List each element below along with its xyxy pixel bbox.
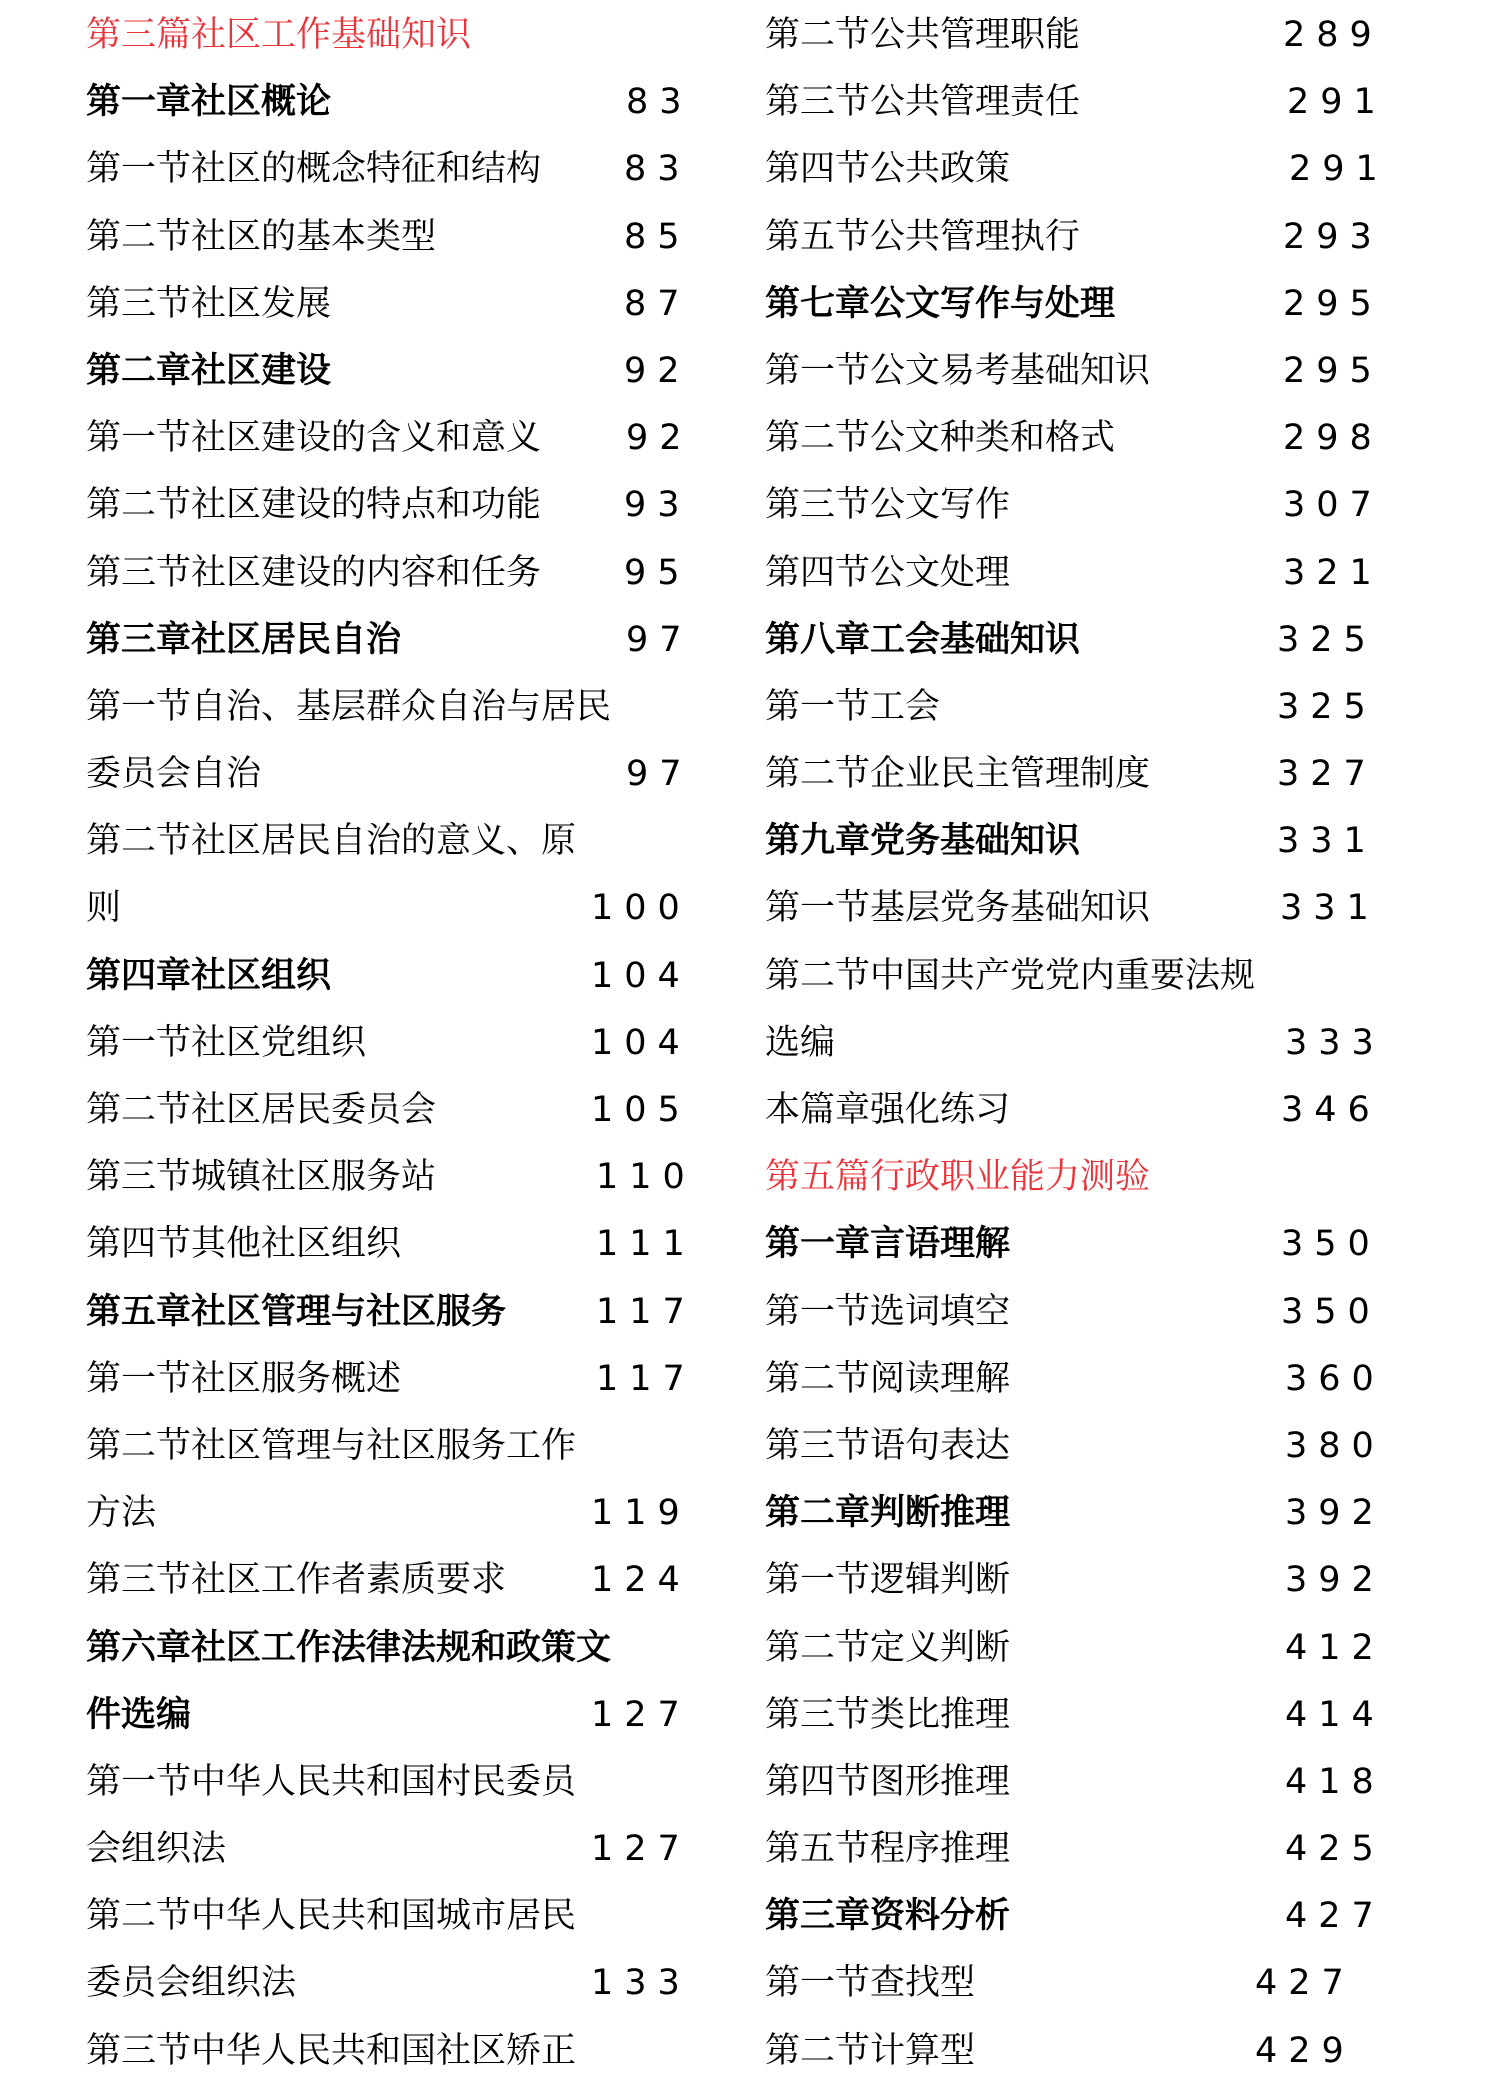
page-number: 100: [591, 888, 691, 929]
toc-entry: [86, 1077, 696, 1144]
section-title: 第一节社区建设的含义和意义: [86, 418, 542, 459]
section-title: 第一节查找型: [765, 1963, 976, 2004]
page-number: 117: [596, 1291, 696, 1332]
toc-entry: [86, 1279, 696, 1346]
page-number: 291: [1287, 82, 1387, 123]
section-title: 第四节公文处理: [765, 552, 1011, 593]
page-number: 104: [591, 955, 691, 996]
toc-entry: [86, 1816, 696, 1883]
toc-entry: [86, 405, 696, 472]
section-title: 第二节公共管理职能: [765, 15, 1081, 55]
toc-entry: [765, 808, 1395, 875]
section-title: 第一节逻辑判断: [765, 1560, 1011, 1601]
page-number: 95: [624, 552, 691, 593]
toc-entry: [765, 2, 1395, 69]
section-title: 则: [86, 888, 122, 929]
chapter-title: 第一章社区概论: [86, 82, 332, 123]
section-title: 第三节语句表达: [765, 1425, 1011, 1466]
page-number: 97: [626, 754, 693, 795]
section-title: 第三节公文写作: [765, 485, 1011, 526]
toc-entry: [86, 1480, 696, 1547]
toc-entry: [86, 1749, 696, 1816]
toc-entry: [86, 741, 696, 808]
section-title: 第三节公共管理责任: [765, 82, 1081, 123]
chapter-title: 第四章社区组织: [86, 955, 332, 996]
toc-entry: [86, 338, 696, 405]
page-number: 333: [1285, 1022, 1385, 1063]
section-title: 第一节基层党务基础知识: [765, 888, 1151, 929]
page-number: 331: [1280, 888, 1380, 929]
toc-entry: [86, 472, 696, 539]
section-title: 第一节中华人民共和国村民委员: [86, 1761, 577, 1802]
section-title: 第三节城镇社区服务站: [86, 1157, 437, 1198]
page-number: 97: [626, 619, 693, 660]
toc-entry: [765, 1144, 1395, 1211]
page-number: 298: [1283, 418, 1383, 459]
chapter-title: 第二章社区建设: [86, 350, 332, 391]
toc-entry: [765, 204, 1395, 271]
page-number: 293: [1283, 216, 1383, 257]
chapter-title: 第五章社区管理与社区服务: [86, 1291, 507, 1332]
part-heading: 第五篇行政职业能力测验: [765, 1157, 1151, 1198]
chapter-title: 第八章工会基础知识: [765, 619, 1081, 660]
toc-entry: [86, 136, 696, 203]
section-title: 第二节阅读理解: [765, 1358, 1011, 1399]
toc-entry: [765, 1615, 1395, 1682]
toc-right-column: [765, 2, 1395, 2085]
toc-entry: [86, 943, 696, 1010]
toc-entry: [765, 1749, 1395, 1816]
section-title: 第二节社区居民自治的意义、原: [86, 821, 577, 862]
toc-entry: [86, 1615, 696, 1682]
section-title: 第一节工会: [765, 686, 941, 727]
page-number: 117: [596, 1358, 696, 1399]
toc-entry: [765, 1413, 1395, 1480]
toc-entry: [86, 674, 696, 741]
section-title: 第二节企业民主管理制度: [765, 754, 1151, 795]
section-title: 会组织法: [86, 1829, 227, 1870]
toc-entry: [86, 1413, 696, 1480]
section-title: 第二节公文种类和格式: [765, 418, 1116, 459]
page-number: 85: [624, 216, 691, 257]
page-number: 87: [624, 283, 691, 324]
section-title: 选编: [765, 1022, 836, 1063]
section-title: 方法: [86, 1493, 157, 1534]
toc-entry: [765, 674, 1395, 741]
chapter-title: 第六章社区工作法律法规和政策文: [86, 1627, 612, 1668]
toc-entry: [765, 1346, 1395, 1413]
page-number: 392: [1285, 1493, 1385, 1534]
toc-entry: [765, 540, 1395, 607]
toc-entry: [86, 1950, 696, 2017]
page-number: 295: [1283, 350, 1383, 391]
section-title: 第五节程序推理: [765, 1829, 1011, 1870]
toc-entry: [765, 1279, 1395, 1346]
toc-entry: [765, 1883, 1395, 1950]
toc-entry: [86, 540, 696, 607]
toc-entry: [765, 405, 1395, 472]
chapter-title: 第九章党务基础知识: [765, 821, 1081, 862]
chapter-title: 第三章社区居民自治: [86, 619, 402, 660]
page-number: 331: [1277, 821, 1377, 862]
section-title: 第四节其他社区组织: [86, 1224, 402, 1265]
section-title: 第三节社区发展: [86, 283, 332, 324]
toc-entry: [765, 1950, 1395, 2017]
page-number: 418: [1285, 1761, 1385, 1802]
page-number: 124: [591, 1560, 691, 1601]
page-number: 105: [591, 1090, 691, 1130]
page-number: 392: [1285, 1560, 1385, 1601]
page-number: 92: [626, 418, 693, 459]
page-number: 360: [1285, 1358, 1385, 1399]
toc-entry: [765, 1682, 1395, 1749]
page-number: 110: [596, 1157, 696, 1198]
toc-entry: [86, 271, 696, 338]
toc-entry: [765, 1010, 1395, 1077]
toc-entry: [765, 1211, 1395, 1278]
section-title: 第一节选词填空: [765, 1291, 1011, 1332]
chapter-title: 第二章判断推理: [765, 1493, 1011, 1534]
toc-entry: [86, 1144, 696, 1211]
section-title: 第三节社区建设的内容和任务: [86, 552, 542, 593]
section-title: 第二节社区管理与社区服务工作: [86, 1425, 577, 1466]
section-title: 第二节计算型: [765, 2030, 976, 2071]
toc-left-column: [86, 2, 696, 2085]
page-number: 429: [1255, 2030, 1355, 2071]
chapter-title: 第三章资料分析: [765, 1896, 1011, 1937]
toc-entry: [86, 1010, 696, 1077]
page-number: 295: [1283, 283, 1383, 324]
page-number: 83: [624, 149, 691, 190]
section-title: 第三节类比推理: [765, 1694, 1011, 1735]
page-number: 92: [624, 350, 691, 391]
page-number: 325: [1277, 686, 1377, 727]
toc-entry: [765, 875, 1395, 942]
toc-entry: [86, 2018, 696, 2085]
toc-entry: [765, 1480, 1395, 1547]
section-title: 第二节社区建设的特点和功能: [86, 485, 542, 526]
section-title: 第三节中华人民共和国社区矫正: [86, 2030, 577, 2071]
toc-entry: [86, 875, 696, 942]
section-title: 第二节定义判断: [765, 1627, 1011, 1668]
page-number: 414: [1285, 1694, 1385, 1735]
page-number: 289: [1283, 15, 1383, 55]
page-number: 93: [624, 485, 691, 526]
toc-entry: [86, 1682, 696, 1749]
section-title: 第一节自治、基层群众自治与居民: [86, 686, 612, 727]
toc-entry: [765, 1077, 1395, 1144]
section-title: 第一节公文易考基础知识: [765, 350, 1151, 391]
toc-entry: [765, 338, 1395, 405]
section-title: 本篇章强化练习: [765, 1090, 1011, 1130]
toc-entry: [765, 607, 1395, 674]
toc-entry: [86, 2, 696, 69]
section-title: 第二节中华人民共和国城市居民: [86, 1896, 577, 1937]
toc-entry: [86, 808, 696, 875]
page-number: 83: [626, 82, 693, 123]
section-title: 第二节中国共产党党内重要法规: [765, 955, 1256, 996]
toc-entry: [765, 943, 1395, 1010]
page-number: 425: [1285, 1829, 1385, 1870]
page-number: 321: [1283, 552, 1383, 593]
page-number: 104: [591, 1022, 691, 1063]
toc-entry: [765, 472, 1395, 539]
toc-entry: [765, 741, 1395, 808]
toc-entry: [765, 1547, 1395, 1614]
chapter-title: 第一章言语理解: [765, 1224, 1011, 1265]
section-title: 第二节社区的基本类型: [86, 216, 437, 257]
toc-entry: [765, 69, 1395, 136]
toc-entry: [86, 1211, 696, 1278]
page-number: 380: [1285, 1425, 1385, 1466]
toc-entry: [765, 136, 1395, 203]
toc-entry: [765, 271, 1395, 338]
chapter-title: 件选编: [86, 1694, 192, 1735]
toc-entry: [765, 1816, 1395, 1883]
page-number: 111: [596, 1224, 696, 1265]
page-number: 427: [1285, 1896, 1385, 1937]
section-title: 第一节社区服务概述: [86, 1358, 402, 1399]
section-title: 第四节公共政策: [765, 149, 1011, 190]
page-number: 119: [591, 1493, 691, 1534]
chapter-title: 第七章公文写作与处理: [765, 283, 1116, 324]
section-title: 第一节社区党组织: [86, 1022, 367, 1063]
page-number: 127: [591, 1829, 691, 1870]
toc-entry: [86, 1346, 696, 1413]
toc-entry: [86, 69, 696, 136]
page-number: 307: [1283, 485, 1383, 526]
section-title: 第一节社区的概念特征和结构: [86, 149, 542, 190]
page-number: 291: [1289, 149, 1389, 190]
toc-entry: [86, 607, 696, 674]
page-number: 350: [1281, 1224, 1381, 1265]
page-number: 346: [1281, 1090, 1381, 1130]
page-number: 325: [1277, 619, 1377, 660]
section-title: 委员会自治: [86, 754, 262, 795]
part-heading: 第三篇社区工作基础知识: [86, 15, 472, 55]
page-number: 412: [1285, 1627, 1385, 1668]
section-title: 第二节社区居民委员会: [86, 1090, 437, 1130]
page-number: 133: [591, 1963, 691, 2004]
page-number: 350: [1281, 1291, 1381, 1332]
section-title: 委员会组织法: [86, 1963, 297, 2004]
section-title: 第五节公共管理执行: [765, 216, 1081, 257]
page-number: 127: [591, 1694, 691, 1735]
toc-entry: [86, 1883, 696, 1950]
toc-entry: [86, 1547, 696, 1614]
toc-entry: [765, 2018, 1395, 2085]
section-title: 第三节社区工作者素质要求: [86, 1560, 507, 1601]
toc-entry: [86, 204, 696, 271]
page-number: 427: [1255, 1963, 1355, 2004]
section-title: 第四节图形推理: [765, 1761, 1011, 1802]
page-number: 327: [1277, 754, 1377, 795]
